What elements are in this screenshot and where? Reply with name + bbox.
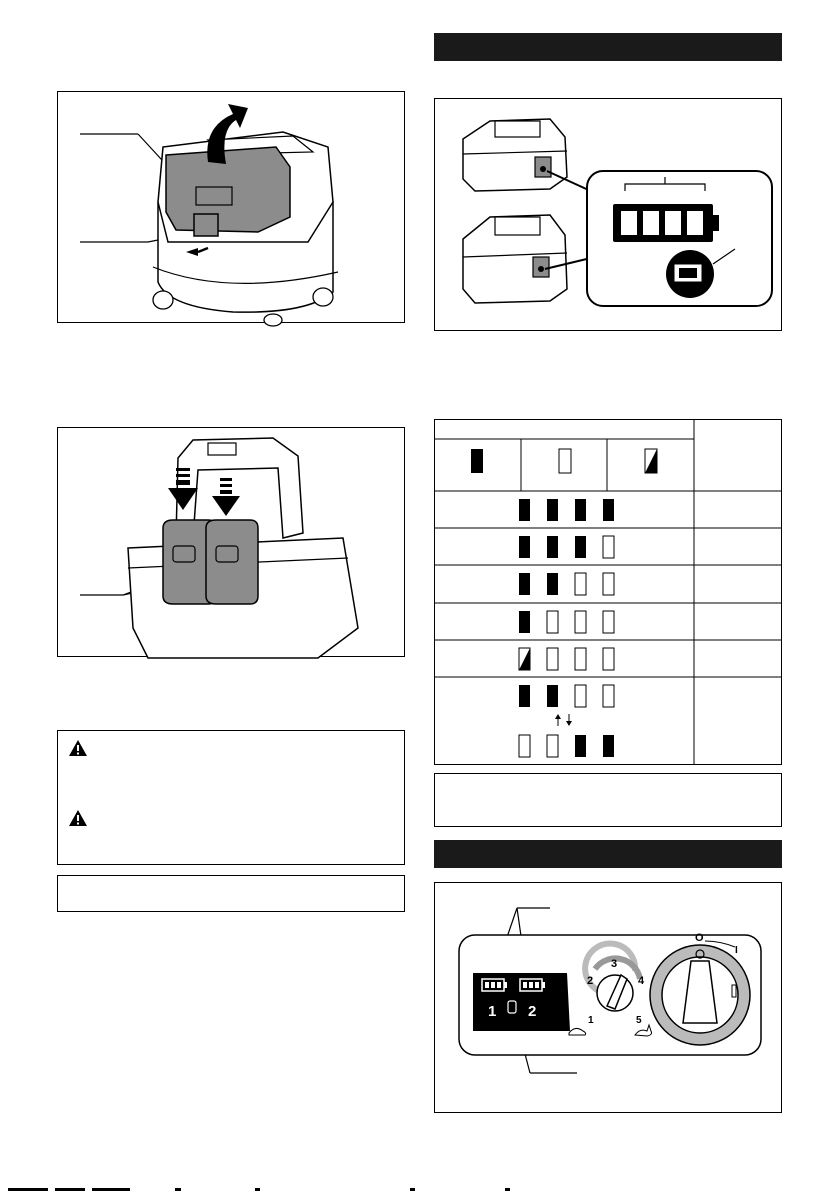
notice-box xyxy=(57,875,405,912)
figure-battery-insertion xyxy=(57,427,405,657)
figure-control-panel xyxy=(434,882,782,1113)
speed-number-5: 5 xyxy=(636,1015,642,1026)
speed-number-2: 2 xyxy=(587,975,594,987)
illustration-vacuum-cover-open xyxy=(58,92,406,324)
lamp-row-1-lit xyxy=(519,611,614,633)
warning-box xyxy=(57,730,405,865)
warning-icon xyxy=(68,809,88,827)
arrow-up-icon xyxy=(555,714,561,726)
section-header-bar xyxy=(434,840,782,868)
lamp-row-4-lit xyxy=(519,499,614,521)
figure-battery-indicator xyxy=(434,98,782,331)
speed-number-3: 3 xyxy=(611,958,618,970)
speed-number-4: 4 xyxy=(638,975,645,987)
bottom-edge-marks xyxy=(0,1186,840,1192)
lamp-row-3-lit xyxy=(519,536,614,558)
speed-number-1: 1 xyxy=(588,1015,594,1026)
illustration-control-panel xyxy=(435,883,783,1114)
warning-icon xyxy=(68,739,88,757)
illustration-batteries-inserted xyxy=(58,428,406,658)
lamp-row-alternating xyxy=(519,685,614,757)
arrow-down-icon xyxy=(566,714,572,726)
battery-number-1: 1 xyxy=(488,1003,497,1020)
figure-battery-cover-removal xyxy=(57,91,405,323)
indicator-lamp-table xyxy=(434,419,782,765)
power-mark-off: O xyxy=(695,932,704,944)
indicator-lamp-rows xyxy=(434,419,694,765)
battery-number-2: 2 xyxy=(528,1003,537,1020)
note-box xyxy=(434,773,782,827)
lamp-row-2-lit xyxy=(519,573,614,595)
section-header-bar xyxy=(434,33,782,61)
illustration-battery-remaining-capacity xyxy=(435,99,783,332)
lamp-row-1-blinking xyxy=(519,648,614,670)
power-mark-on: I xyxy=(735,945,738,956)
